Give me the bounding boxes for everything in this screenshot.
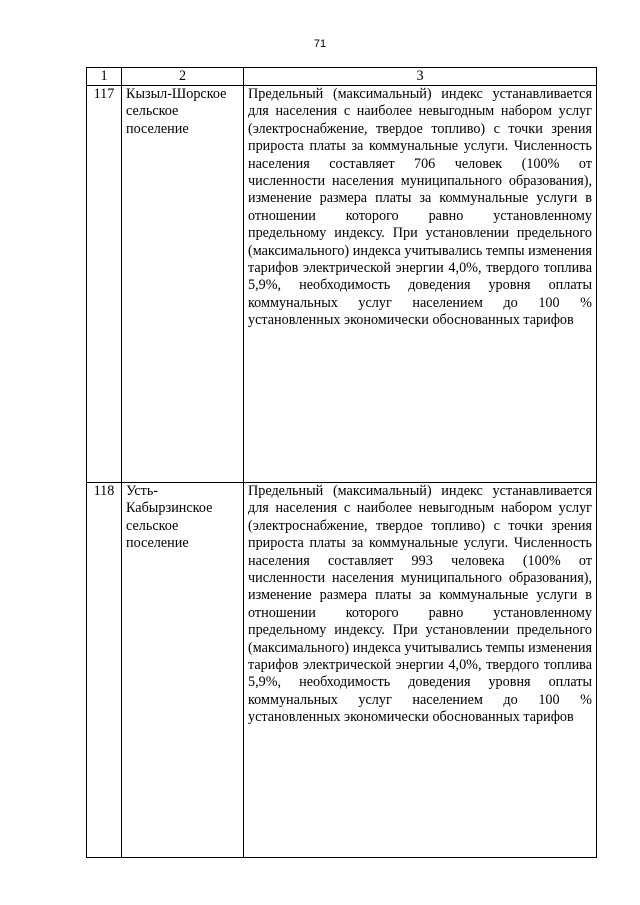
- settlement-name: Кызыл-Шорское сельское поселение: [122, 86, 244, 483]
- index-description: Предельный (максимальный) индекс устанавливается для населения с наиболее невыгодным набором услуг (электроснабжение, твердое топливо) с точки зрения прироста платы за коммунальные услуги. Численность населения составляет 706 человек (100% от численности населения муниципального образования), изменение размера платы за коммунальные услуги в отношении которого равно установленному предельному индексу. При установлении предельного (максимального) индекса учитывались темпы изменения тарифов электрической энергии 4,0%, твердого топлива 5,9%, необходимость доведения уровня оплаты коммунальных услуг населением до 100 % установленных экономически обоснованных тарифов: [244, 86, 597, 483]
- row-number: 118: [87, 483, 122, 858]
- settlement-name: Усть-Кабырзинское сельское поселение: [122, 483, 244, 858]
- table-header-row: [87, 68, 597, 86]
- index-description: Предельный (максимальный) индекс устанавливается для населения с наиболее невыгодным набором услуг (электроснабжение, твердое топливо) с точки зрения прироста платы за коммунальные услуги. Численность населения составляет 993 человека (100% от численности населения муниципального образования), изменение размера платы за коммунальные услуги в отношении которого равно установленному предельному индексу. При установлении предельного (максимального) индекса учитывались темпы изменения тарифов электрической энергии 4,0%, твердого топлива 5,9%, необходимость доведения уровня оплаты коммунальных услуг населением до 100 % установленных экономически обоснованных тарифов: [244, 483, 597, 858]
- header-col-1: 1: [87, 68, 122, 86]
- row-number: 117: [87, 86, 122, 483]
- tariff-index-table: [86, 67, 597, 858]
- page-number: 71: [313, 38, 327, 50]
- header-col-2: 2: [122, 68, 244, 86]
- table-row: [87, 483, 597, 858]
- table-row: [87, 86, 597, 483]
- header-col-3: 3: [244, 68, 597, 86]
